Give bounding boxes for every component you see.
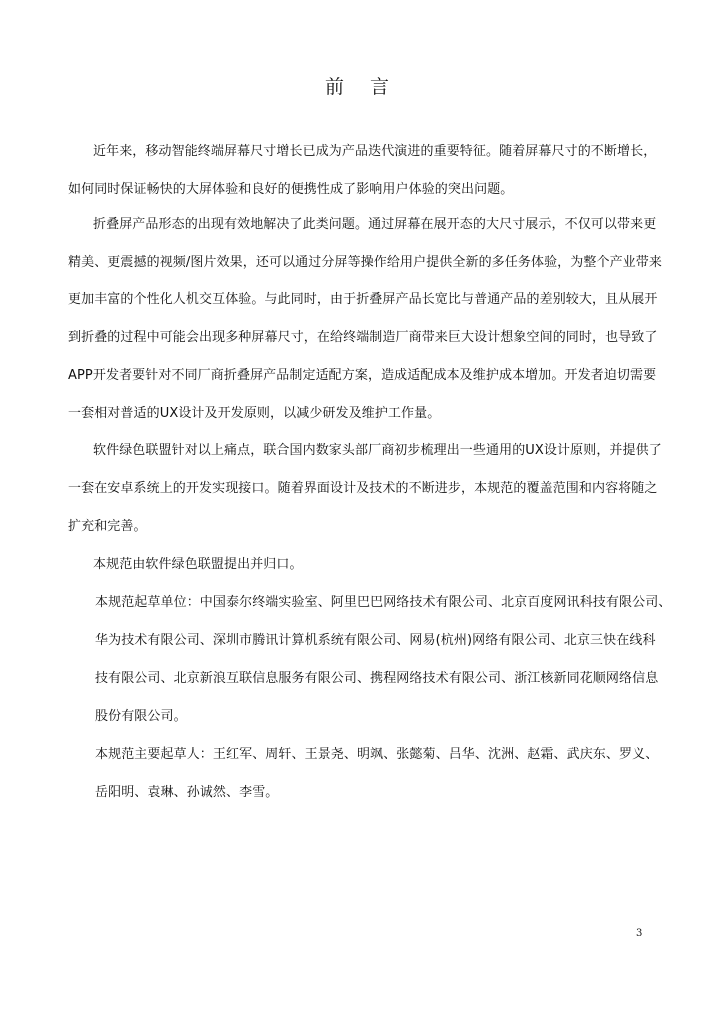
page-title: 前 言 xyxy=(324,76,400,98)
paragraph-2-line-3: 更加丰富的个性化人机交互体验。与此同时，由于折叠屏产品长宽比与普通产品的差别较大，且从展开 xyxy=(68,292,658,307)
paragraph-3-line-1: 软件绿色联盟针对以上痛点，联合国内数家头部厂商初步梳理出一些通用的UX设计原则，并提供了 xyxy=(93,443,662,458)
paragraph-6-line-1: 本规范主要起草人：王红军、周轩、王景尧、明飒、张懿菊、吕华、沈洲、赵霜、武庆东、罗义、 xyxy=(95,747,659,762)
paragraph-3-line-2: 一套在安卓系统上的开发实现接口。随着界面设计及技术的不断进步，本规范的覆盖范围和内容将随之 xyxy=(68,481,658,496)
paragraph-5-line-3: 技有限公司、北京新浪互联信息服务有限公司、携程网络技术有限公司、浙江核新同花顺网络信息 xyxy=(95,671,659,686)
paragraph-2-line-4: 到折叠的过程中可能会出现多种屏幕尺寸，在给终端制造厂商带来巨大设计想象空间的同时，也导致了 xyxy=(68,330,658,345)
paragraph-6-line-2: 岳阳明、袁琳、孙诚然、李雪。 xyxy=(95,785,279,800)
paragraph-1-line-1: 近年来，移动智能终端屏幕尺寸增长已成为产品迭代演进的重要特征。随着屏幕尺寸的不断增长， xyxy=(93,144,657,159)
paragraph-5-line-4: 股份有限公司。 xyxy=(95,709,187,724)
paragraph-2-line-6: 一套相对普适的UX设计及开发原则，以减少研发及维护工作量。 xyxy=(68,406,441,421)
paragraph-1-line-2: 如何同时保证畅快的大屏体验和良好的便携性成了影响用户体验的突出问题。 xyxy=(68,182,514,197)
paragraph-3-line-3: 扩充和完善。 xyxy=(68,519,147,534)
paragraph-4-line-1: 本规范由软件绿色联盟提出并归口。 xyxy=(93,557,303,572)
paragraph-2-line-1: 折叠屏产品形态的出现有效地解决了此类问题。通过屏幕在展开态的大尺寸展示，不仅可以带来更 xyxy=(93,217,657,232)
paragraph-2-line-5: APP开发者要针对不同厂商折叠屏产品制定适配方案，造成适配成本及维护成本增加。开发者迫切需要 xyxy=(68,368,657,383)
paragraph-2-line-2: 精美、更震撼的视频/图片效果，还可以通过分屏等操作给用户提供全新的多任务体验，为整个产业带来 xyxy=(68,255,662,270)
paragraph-5-line-1: 本规范起草单位：中国泰尔终端实验室、阿里巴巴网络技术有限公司、北京百度网讯科技有限公司、 xyxy=(95,595,672,610)
page-number: 3 xyxy=(636,928,643,939)
paragraph-5-line-2: 华为技术有限公司、深圳市腾讯计算机系统有限公司、网易(杭州)网络有限公司、北京三快在线科 xyxy=(95,633,656,648)
